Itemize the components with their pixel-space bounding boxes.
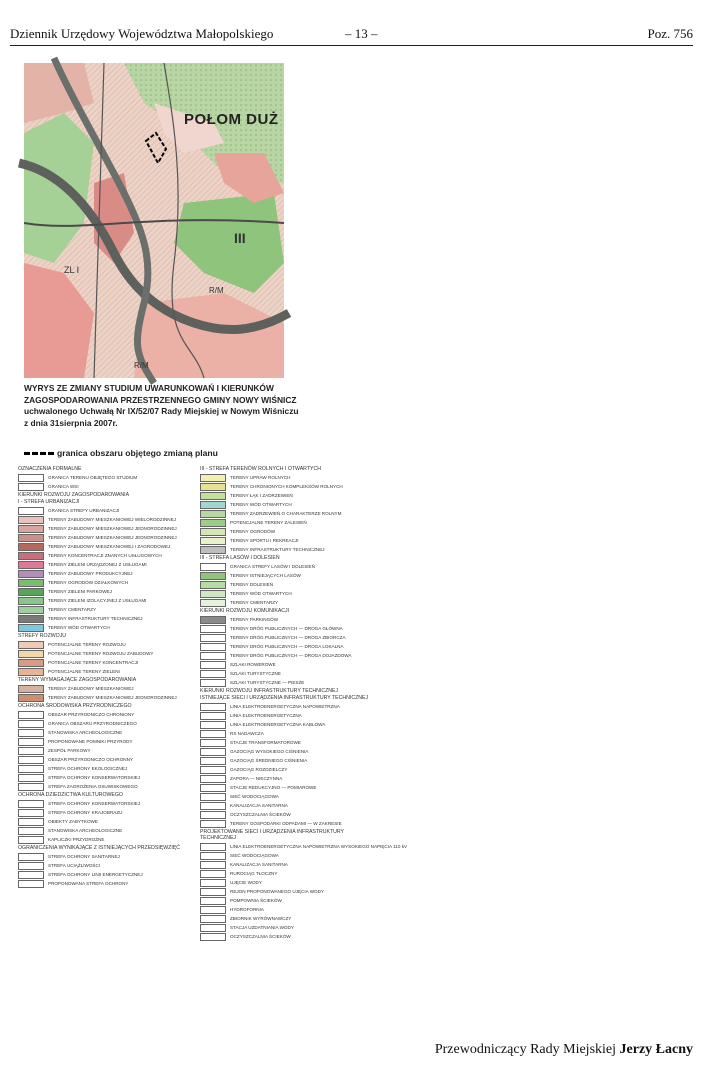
legend-swatch: [18, 543, 44, 551]
legend-row: [200, 633, 378, 642]
map-place-label: POŁOM DUŻ: [184, 111, 279, 128]
legend-swatch: [18, 561, 44, 569]
legend-row: [200, 720, 378, 729]
legend-swatch: [200, 679, 226, 687]
legend-label: TERENY KONCENTRACJI ZNANYCH USŁUGOWYCH: [48, 553, 162, 558]
legend-swatch: [18, 624, 44, 632]
legend-label: POTENCJALNE TERENY KONCENTRACJI: [48, 660, 139, 665]
legend-label: TERENY DRÓG PUBLICZNYCH — DROGA GŁÓWNA: [230, 626, 343, 631]
legend-row: [18, 649, 196, 658]
legend-label: TERENY ZADRZEWIEŃ O CHARAKTERZE ROLNYM: [230, 511, 342, 516]
legend-swatch: [18, 818, 44, 826]
legend-left-column: [18, 465, 196, 888]
legend-label: ZBIORNIK WYRÓWNAWCZY: [230, 916, 292, 921]
legend-label: POTENCJALNE TERENY ZIELENI: [48, 669, 120, 674]
legend-swatch: [200, 670, 226, 678]
legend-row: [200, 482, 378, 491]
legend-row: [18, 667, 196, 676]
legend-swatch: [18, 685, 44, 693]
legend-heading: I - STREFA URBANIZACJI: [18, 499, 80, 505]
legend-swatch: [200, 924, 226, 932]
legend-label: SZLAKI ROWEROWE: [230, 662, 276, 667]
legend-label: GRANICA OBSZARU PRZYRODNICZEGO: [48, 721, 137, 726]
legend-row: [18, 587, 196, 596]
legend-swatch: [18, 606, 44, 614]
legend-heading: KIERUNKI ROZWOJU KOMUNIKACJI: [200, 608, 290, 614]
legend-swatch: [18, 570, 44, 578]
legend-swatch: [200, 703, 226, 711]
legend-row: [18, 817, 196, 826]
legend-row: [200, 792, 378, 801]
legend-row: [18, 719, 196, 728]
legend-row: [200, 860, 378, 869]
legend-row: [200, 545, 378, 554]
legend-row: [18, 560, 196, 569]
legend-label: TERENY DRÓG PUBLICZNYCH — DROGA DOJAZDOWA: [230, 653, 352, 658]
legend-label: OBSZAR PRZYRODNICZO CHRONIONY: [48, 712, 135, 717]
legend-heading: STREFY ROZWOJU: [18, 633, 67, 639]
legend-label: GRANICA WSI: [48, 484, 79, 489]
legend-swatch: [200, 915, 226, 923]
legend-swatch: [200, 888, 226, 896]
legend-label: REJON PROPONOWANEGO UJĘCIA WODY: [230, 889, 325, 894]
legend-label: TERENY ZABUDOWY MIESZKANIOWEJ JEDNORODZINNEJ: [48, 526, 177, 531]
legend-label: TERENY INFRASTRUKTURY TECHNICZNEJ: [48, 616, 143, 621]
legend-label: POTENCJALNE TERENY ZALESIEŃ: [230, 520, 307, 525]
signature: [435, 1042, 693, 1058]
legend-row: [18, 773, 196, 782]
legend-swatch: [18, 747, 44, 755]
legend-swatch: [18, 579, 44, 587]
legend-label: STREFA OCHRONY LINII ENERGETYCZNEJ: [48, 872, 143, 877]
legend-label: SZLAKI TURYSTYCZNE: [230, 671, 281, 676]
svg-text:ZL I: ZL I: [64, 265, 80, 275]
legend-row: [18, 746, 196, 755]
legend-swatch: [200, 879, 226, 887]
legend-row: [18, 473, 196, 482]
legend-row: [18, 569, 196, 578]
legend-swatch: [200, 721, 226, 729]
legend-row: [200, 810, 378, 819]
legend-swatch: [200, 739, 226, 747]
legend-swatch: [200, 757, 226, 765]
legend-row: [18, 640, 196, 649]
legend-row: [18, 826, 196, 835]
legend-swatch: [200, 510, 226, 518]
legend-swatch: [18, 588, 44, 596]
legend-swatch: [200, 546, 226, 554]
legend-swatch: [200, 483, 226, 491]
legend-heading: OZNACZENIA FORMALNE: [18, 466, 82, 472]
legend-label: TERENY ZABUDOWY MIESZKANIOWEJ JEDNORODZINNEJ: [48, 535, 177, 540]
legend-heading: KIERUNKI ROZWOJU INFRASTRUKTURY TECHNICZNEJ: [200, 688, 339, 694]
legend-row: [18, 693, 196, 702]
legend-label: TERENY OGRODÓW DZIAŁKOWYCH: [48, 580, 129, 585]
legend-row: [200, 878, 378, 887]
legend-label: TERENY ŁĄK I ZADRZEWIEŃ: [230, 493, 293, 498]
legend-row: [200, 536, 378, 545]
legend-row: [200, 615, 378, 624]
page-number: – 13 –: [345, 26, 378, 41]
legend-swatch: [18, 650, 44, 658]
legend-row: [18, 551, 196, 560]
legend-swatch: [200, 625, 226, 633]
caption-line-3: uchwalonego Uchwałą Nr IX/52/07 Rady Miejskiej w Nowym Wiśniczu: [24, 406, 299, 417]
legend-label: KANALIZACJA SANITARNA: [230, 862, 288, 867]
legend-swatch: [18, 641, 44, 649]
legend-row: [200, 589, 378, 598]
legend-row: [200, 660, 378, 669]
legend-row: [18, 614, 196, 623]
legend-row: [18, 764, 196, 773]
legend-label: STREFA OCHRONY KRAJOBRAZU: [48, 810, 123, 815]
legend-label: TERENY WÓD OTWARTYCH: [230, 591, 292, 596]
legend-swatch: [18, 668, 44, 676]
legend-row: [200, 738, 378, 747]
svg-text:R/M: R/M: [134, 361, 149, 370]
legend-row: [18, 852, 196, 861]
legend-label: TERENY WÓD OTWARTYCH: [48, 625, 110, 630]
legend-row: [18, 506, 196, 515]
legend-row: [200, 801, 378, 810]
caption-line-1: WYRYS ZE ZMIANY STUDIUM UWARUNKOWAŃ I KIERUNKÓW: [24, 383, 274, 393]
legend-row: [200, 923, 378, 932]
legend-swatch: [200, 634, 226, 642]
boundary-key: [24, 448, 218, 458]
legend-swatch: [200, 730, 226, 738]
legend-label: GAZOCIĄG WYSOKIEGO CIŚNIENIA: [230, 749, 309, 754]
svg-text:III: III: [234, 230, 246, 246]
legend-swatch: [200, 581, 226, 589]
legend-row: [200, 500, 378, 509]
legend-heading: OGRANICZENIA WYNIKAJĄCE Z ISTNIEJĄCYCH PRZEDSIĘWZIĘĆ: [18, 845, 180, 851]
legend-right-column: [200, 465, 408, 941]
legend-row: [18, 533, 196, 542]
legend-heading: III - STREFA LASÓW I DOLESIEŃ: [200, 555, 280, 561]
legend-label: ZAPORA — NIECZYNNA: [230, 776, 283, 781]
legend-label: GRANICA STREFY URBANIZACJI: [48, 508, 120, 513]
legend-row: [18, 861, 196, 870]
legend-row: [18, 623, 196, 632]
legend-swatch: [200, 811, 226, 819]
legend-swatch: [18, 774, 44, 782]
legend-swatch: [18, 474, 44, 482]
legend-swatch: [18, 694, 44, 702]
legend-swatch: [18, 507, 44, 515]
legend-swatch: [200, 870, 226, 878]
legend-label: OBIEKTY ZABYTKOWE: [48, 819, 98, 824]
legend-swatch: [18, 853, 44, 861]
legend-row: [18, 658, 196, 667]
legend-swatch: [18, 659, 44, 667]
legend-swatch: [200, 775, 226, 783]
legend-row: [200, 711, 378, 720]
legend-swatch: [200, 933, 226, 941]
legend-row: [200, 783, 378, 792]
legend-label: SIEĆ WODOCIĄGOWA: [230, 853, 279, 858]
caption-line-4: z dnia 31sierpnia 2007r.: [24, 417, 118, 428]
legend-label: TERENY ZIELENI PARKOWEJ: [48, 589, 112, 594]
legend-row: [200, 491, 378, 500]
legend-label: STACJE REDUKCYJNO — POMIAROWE: [230, 785, 317, 790]
legend-swatch: [200, 537, 226, 545]
page-header: [10, 26, 693, 44]
legend-row: [200, 702, 378, 711]
header-rule: [10, 45, 693, 46]
legend-label: STREFA OCHRONY KONSERWATORSKIEJ: [48, 775, 141, 780]
legend-label: TERENY ZABUDOWY MIESZKANIOWEJ: [48, 686, 134, 691]
legend-heading: OCHRONA ŚRODOWISKA PRZYRODNICZEGO: [18, 703, 132, 709]
legend-label: TERENY SPORTU I REKREACJI: [230, 538, 299, 543]
legend-row: [18, 870, 196, 879]
legend-swatch: [18, 800, 44, 808]
legend-heading: OCHRONA DZIEDZICTWA KULTUROWEGO: [18, 792, 123, 798]
legend-swatch: [200, 852, 226, 860]
legend-row: [200, 678, 378, 687]
legend-label: STACJA UZDATNIANIA WODY: [230, 925, 294, 930]
legend-row: [18, 605, 196, 614]
legend-row: [18, 782, 196, 791]
legend-swatch: [18, 720, 44, 728]
legend-row: [200, 580, 378, 589]
legend-swatch: [200, 501, 226, 509]
legend-label: STREFA ZAGROŻENIA OSUWISKOWEGO: [48, 784, 138, 789]
legend-swatch: [18, 615, 44, 623]
legend-label: LINIA ELEKTROENERGETYCZNA KABLOWA: [230, 722, 326, 727]
legend-label: OBSZAR PRZYRODNICZO OCHRONNY: [48, 757, 133, 762]
legend-label: POMPOWNIA ŚCIEKÓW: [230, 898, 282, 903]
legend-swatch: [18, 738, 44, 746]
legend-label: TERENY DRÓG PUBLICZNYCH — DROGA LOKALNA: [230, 644, 344, 649]
legend-swatch: [18, 756, 44, 764]
legend-swatch: [200, 712, 226, 720]
legend-swatch: [200, 528, 226, 536]
legend-swatch: [18, 597, 44, 605]
legend-row: [18, 524, 196, 533]
legend-label: STACJE TRANSFORMATOROWE: [230, 740, 301, 745]
legend-label: TERENY CHRONIONYCH KOMPLEKSÓW ROLNYCH: [230, 484, 343, 489]
legend-row: [18, 515, 196, 524]
legend-row: [18, 684, 196, 693]
legend-row: [200, 729, 378, 738]
legend-heading: TERENY WYMAGAJĄCE ZAGOSPODAROWANIA: [18, 677, 137, 683]
legend-label: RUROCIĄG TŁOCZNY: [230, 871, 278, 876]
legend-label: GAZOCIĄG ŚREDNIEGO CIŚNIENIA: [230, 758, 308, 763]
legend-label: TERENY ISTNIEJĄCYCH LASÓW: [230, 573, 301, 578]
legend-label: KAPLICZKI PRZYDROŻNE: [48, 837, 105, 842]
position-number: Poz. 756: [647, 26, 693, 41]
legend-swatch: [200, 897, 226, 905]
legend-row: [18, 808, 196, 817]
legend-swatch: [200, 590, 226, 598]
legend-label: TERENY UPRAW ROLNYCH: [230, 475, 291, 480]
study-map: [24, 63, 284, 378]
legend-label: PROPONOWANE POMNIKI PRZYRODY: [48, 739, 133, 744]
legend-label: STREFA OCHRONY EKOLOGICZNEJ: [48, 766, 128, 771]
legend-row: [18, 578, 196, 587]
legend-label: STREFA UCIĄŻLIWOŚCI: [48, 863, 101, 868]
legend-label: STREFA OCHRONY KONSERWATORSKIEJ: [48, 801, 141, 806]
legend-label: TERENY ZABUDOWY MIESZKANIOWEJ WIELORODZINNEJ: [48, 517, 176, 522]
legend-label: POTENCJALNE TERENY ROZWOJU: [48, 642, 126, 647]
journal-title: Dziennik Urzędowy Województwa Małopolskiego: [10, 26, 274, 41]
legend-swatch: [200, 843, 226, 851]
legend-row: [18, 710, 196, 719]
legend-row: [18, 482, 196, 491]
dashed-line-symbol: [24, 452, 54, 455]
signature-name: Jerzy Łacny: [619, 1042, 693, 1057]
legend-row: [18, 542, 196, 551]
legend-swatch: [200, 802, 226, 810]
legend-label: TERENY ZABUDOWY MIESZKANIOWEJ I ZAGRODOWEJ: [48, 544, 171, 549]
legend-row: [200, 851, 378, 860]
legend-heading: PROJEKTOWANE SIECI I URZĄDZENIA INFRASTRUKTURY TECHNICZNEJ: [200, 829, 344, 841]
legend-label: TERENY DRÓG PUBLICZNYCH — DROGA ZBIORCZA: [230, 635, 346, 640]
legend-label: TERENY GOSPODARKI ODPADAMI — W ZAKRESIE: [230, 821, 342, 826]
legend-row: [18, 835, 196, 844]
legend-row: [200, 887, 378, 896]
legend-row: [200, 527, 378, 536]
map-caption: [24, 383, 344, 429]
legend-row: [200, 869, 378, 878]
legend-heading: ISTNIEJĄCE SIECI I URZĄDZENIA INFRASTRUKTURY TECHNICZNEJ: [200, 695, 369, 701]
legend-label: LINIA ELEKTROENERGETYCZNA NAPOWIETRZNA WYSOKIEGO NAPIĘCIA 110 kV: [230, 844, 408, 849]
legend-row: [18, 799, 196, 808]
legend-label: TERENY OGRODÓW: [230, 529, 276, 534]
legend-row: [18, 737, 196, 746]
legend-row: [200, 896, 378, 905]
legend-swatch: [200, 661, 226, 669]
legend-label: TERENY ZIELENI URZĄDZONEJ Z USŁUGAMI: [48, 562, 147, 567]
legend-label: GRANICA STREFY LASÓW I DOLESIEŃ: [230, 564, 315, 569]
legend-label: TERENY ZABUDOWY PRODUKCYJNEJ: [48, 571, 133, 576]
legend-row: [200, 509, 378, 518]
legend-row: [200, 914, 378, 923]
legend-swatch: [18, 783, 44, 791]
legend-label: TERENY ZABUDOWY MIESZKANIOWEJ JEDNORODZINNEJ: [48, 695, 177, 700]
legend-swatch: [18, 871, 44, 879]
legend-swatch: [18, 809, 44, 817]
legend-row: [200, 765, 378, 774]
legend-swatch: [200, 492, 226, 500]
legend-row: [18, 596, 196, 605]
legend-label: OCZYSZCZALNIA ŚCIEKÓW: [230, 812, 291, 817]
legend-swatch: [18, 880, 44, 888]
legend-row: [18, 755, 196, 764]
legend-row: [200, 571, 378, 580]
legend-swatch: [200, 519, 226, 527]
legend-row: [200, 642, 378, 651]
legend-label: OCZYSZCZALNIA ŚCIEKÓW: [230, 934, 291, 939]
legend-row: [200, 819, 378, 828]
legend-label: TERENY PARKINGÓW: [230, 617, 279, 622]
legend-label: TERENY DOLESIEŃ: [230, 582, 274, 587]
legend-label: STANOWISKA ARCHEOLOGICZNE: [48, 730, 123, 735]
legend-row: [18, 879, 196, 888]
legend-swatch: [200, 563, 226, 571]
legend-swatch: [18, 711, 44, 719]
legend-swatch: [200, 793, 226, 801]
legend-swatch: [200, 572, 226, 580]
legend-swatch: [200, 652, 226, 660]
legend-label: SZLAKI TURYSTYCZNE — PIESZE: [230, 680, 305, 685]
legend-row: [200, 756, 378, 765]
signature-title: Przewodniczący Rady Miejskiej: [434, 1042, 617, 1057]
legend-swatch: [18, 729, 44, 737]
legend-swatch: [200, 616, 226, 624]
legend-swatch: [18, 552, 44, 560]
legend-label: HYDROFORNIA: [230, 907, 264, 912]
legend-swatch: [200, 784, 226, 792]
legend-row: [200, 842, 408, 851]
legend-swatch: [18, 862, 44, 870]
legend-label: LINIA ELEKTROENERGETYCZNA NAPOWIETRZNA: [230, 704, 340, 709]
svg-text:R/M: R/M: [209, 286, 224, 295]
legend-row: [200, 905, 378, 914]
legend-swatch: [200, 861, 226, 869]
legend-swatch: [200, 643, 226, 651]
legend-swatch: [200, 474, 226, 482]
legend-swatch: [18, 525, 44, 533]
legend-row: [200, 932, 378, 941]
legend-swatch: [200, 820, 226, 828]
legend-row: [200, 747, 378, 756]
legend-label: POTENCJALNE TERENY ROZWOJU ZABUDOWY: [48, 651, 154, 656]
legend-label: GAZOCIĄG ROZDZIELCZY: [230, 767, 288, 772]
legend-swatch: [18, 516, 44, 524]
legend-row: [200, 473, 378, 482]
legend-label: GRANICA TERENU OBJĘTEGO STUDIUM: [48, 475, 138, 480]
legend-row: [200, 651, 378, 660]
legend-label: LINIA ELEKTROENERGETYCZNA: [230, 713, 302, 718]
legend-swatch: [18, 534, 44, 542]
legend-label: RS NADAWCZA: [230, 731, 264, 736]
legend-row: [200, 669, 378, 678]
legend-row: [200, 774, 378, 783]
legend-swatch: [200, 766, 226, 774]
legend-swatch: [200, 748, 226, 756]
legend-swatch: [200, 906, 226, 914]
legend-swatch: [18, 483, 44, 491]
boundary-key-label: granica obszaru objętego zmianą planu: [57, 448, 218, 458]
legend-label: TERENY WÓD OTWARTYCH: [230, 502, 292, 507]
legend-label: TERENY INFRASTRUKTURY TECHNICZNEJ: [230, 547, 325, 552]
legend-swatch: [18, 765, 44, 773]
legend-heading: KIERUNKI ROZWOJU ZAGOSPODAROWANIA: [18, 492, 130, 498]
legend-label: SIEĆ WODOCIĄGOWA: [230, 794, 279, 799]
legend-heading: III - STREFA TERENÓW ROLNYCH I OTWARTYCH: [200, 466, 321, 472]
legend-label: TERENY CMENTARZY: [48, 607, 97, 612]
legend-row: [200, 562, 378, 571]
legend-label: TERENY CMENTARZY: [230, 600, 279, 605]
legend-row: [200, 598, 378, 607]
legend-label: KANALIZACJA SANITARNA: [230, 803, 288, 808]
legend-swatch: [18, 827, 44, 835]
legend-label: PROPONOWANA STREFA OCHRONY: [48, 881, 129, 886]
caption-line-2: ZAGOSPODAROWANIA PRZESTRZENNEGO GMINY NOWY WIŚNICZ: [24, 394, 297, 405]
legend-row: [200, 624, 378, 633]
legend-swatch: [200, 599, 226, 607]
legend-swatch: [18, 836, 44, 844]
legend-label: TERENY ZIELENI IZOLACYJNEJ Z USŁUGAMI: [48, 598, 147, 603]
legend-label: STREFA OCHRONY SANITARNEJ: [48, 854, 120, 859]
legend-row: [200, 518, 378, 527]
legend-label: STANOWISKA ARCHEOLOGICZNE: [48, 828, 123, 833]
legend-label: UJĘCIE WODY: [230, 880, 262, 885]
legend-row: [18, 728, 196, 737]
legend-label: ZESPÓŁ PARKOWY: [48, 748, 91, 753]
